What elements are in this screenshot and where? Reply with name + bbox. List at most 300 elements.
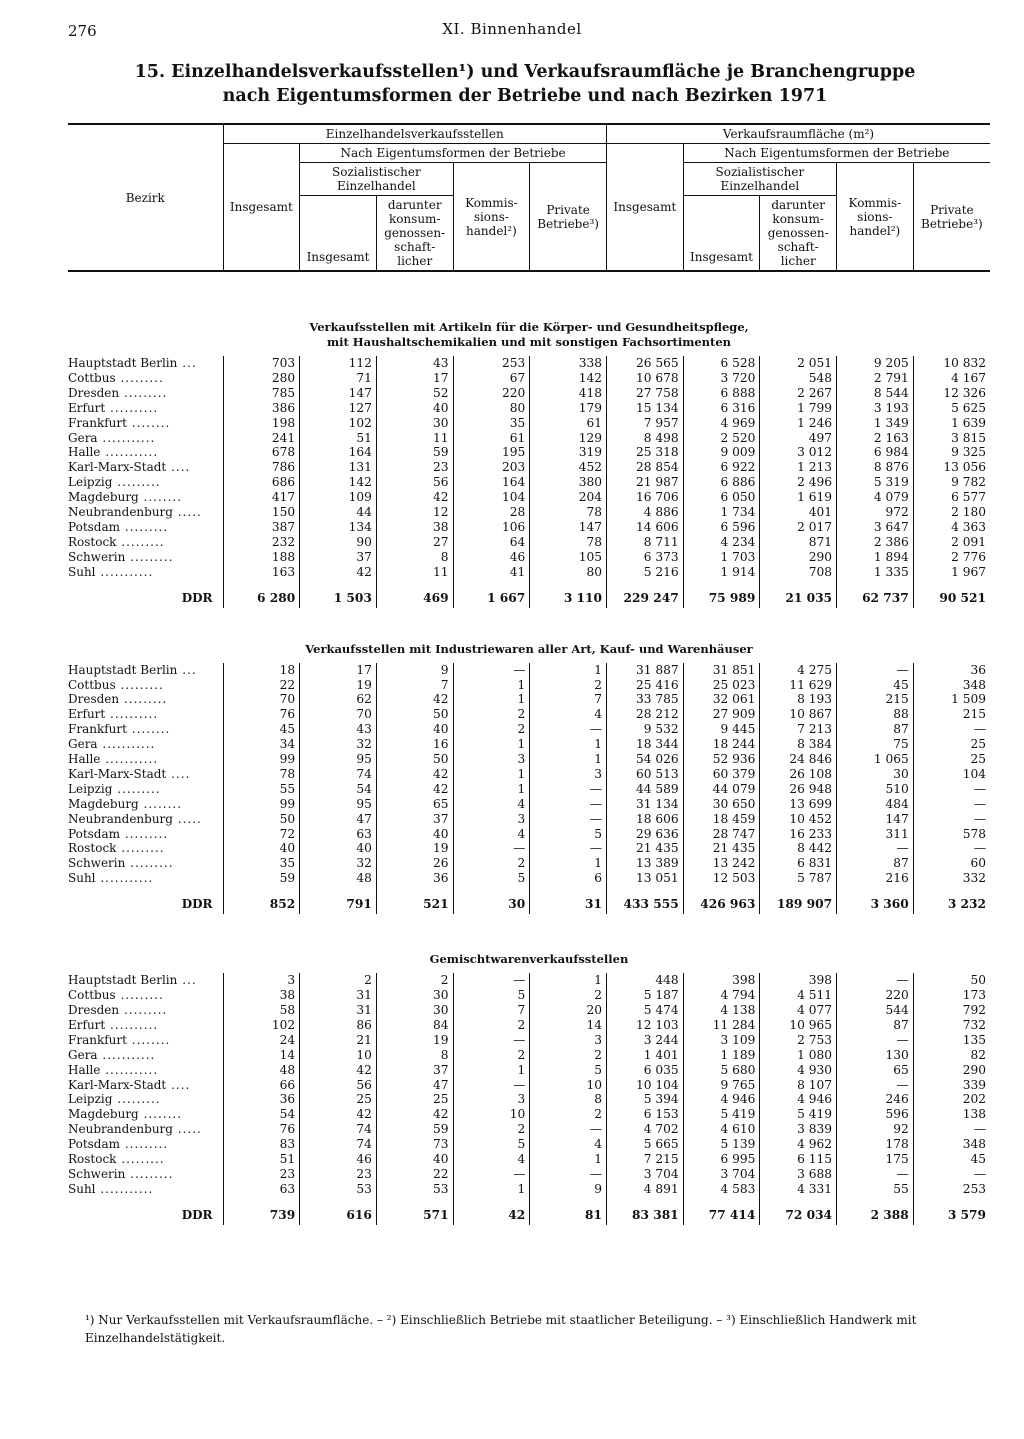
table-cell: — [530, 812, 607, 827]
total-cell: 616 [300, 1205, 377, 1225]
table-cell: 332 [913, 871, 990, 886]
table-cell: 50 [913, 973, 990, 988]
table-cell: 41 [453, 565, 530, 580]
leader-dots: ........ [126, 415, 171, 430]
total-label: DDR [181, 1207, 213, 1222]
table-cell: 54 [300, 782, 377, 797]
table-cell: 48 [223, 1063, 300, 1078]
running-head: XI. Binnenhandel [442, 20, 582, 38]
leader-dots: ......... [112, 475, 161, 490]
table-cell: 253 [453, 356, 530, 371]
table-row [68, 678, 990, 693]
table-cell: 708 [760, 565, 837, 580]
total-cell: 469 [376, 588, 453, 608]
table-cell: 1 349 [837, 416, 914, 431]
table-cell: 5 680 [683, 1063, 760, 1078]
table-cell: 686 [223, 475, 300, 490]
table-cell: 8 544 [837, 386, 914, 401]
table-cell: 42 [300, 565, 377, 580]
table-cell: 1 509 [913, 692, 990, 707]
bezirk-name [68, 737, 223, 752]
leader-dots: ........ [126, 1032, 171, 1047]
table-row [68, 460, 990, 475]
total-cell: 6 280 [223, 588, 300, 608]
total-cell: 3 579 [913, 1205, 990, 1225]
leader-dots: .... [166, 1077, 191, 1092]
table-cell: 2 091 [913, 535, 990, 550]
table-cell: 398 [760, 973, 837, 988]
table-cell: 1 [530, 973, 607, 988]
bezirk-label: Erfurt [68, 400, 106, 415]
table-cell: 11 [376, 431, 453, 446]
table-cell: 60 513 [606, 767, 683, 782]
table-cell: 46 [300, 1152, 377, 1167]
table-cell: 30 650 [683, 797, 760, 812]
total-cell: 571 [376, 1205, 453, 1225]
table-cell: 417 [223, 490, 300, 505]
leader-dots: ......... [112, 781, 161, 796]
table-cell: 5 139 [683, 1137, 760, 1152]
bezirk-name [68, 1033, 223, 1048]
table-cell: 3 109 [683, 1033, 760, 1048]
table-cell: 74 [300, 767, 377, 782]
table-cell: 47 [300, 812, 377, 827]
table-cell: — [453, 663, 530, 678]
bezirk-label: Leipzig [68, 1092, 113, 1107]
section-title-line-1: Gemischtwarenverkaufsstellen [429, 952, 629, 967]
table-cell: 12 326 [913, 386, 990, 401]
table-cell: 7 215 [606, 1152, 683, 1167]
table-cell: 4 886 [606, 505, 683, 520]
table-row [68, 973, 990, 988]
table-cell: 105 [530, 550, 607, 565]
table-cell: 19 [376, 841, 453, 856]
table-cell: 2 180 [913, 505, 990, 520]
header-private-b: Private Betriebe³) [913, 163, 990, 272]
bezirk-name [68, 371, 223, 386]
table-cell: 4 331 [760, 1182, 837, 1197]
table-cell: 4 969 [683, 416, 760, 431]
table-row [68, 841, 990, 856]
header-darunter-b: darunter konsum-genossen-schaft-licher [760, 196, 837, 272]
table-cell: 25 [913, 737, 990, 752]
leader-dots: ......... [119, 692, 168, 707]
bezirk-label: Rostock [68, 841, 117, 856]
table-cell: 65 [837, 1063, 914, 1078]
bezirk-name [68, 505, 223, 520]
table-cell: 99 [223, 797, 300, 812]
leader-dots: .... [166, 766, 191, 781]
table-cell: 61 [530, 416, 607, 431]
table-row [68, 1018, 990, 1033]
table-cell: 51 [300, 431, 377, 446]
bezirk-label: Cottbus [68, 370, 116, 385]
table-cell: 36 [376, 871, 453, 886]
leader-dots: ......... [120, 519, 169, 534]
table-cell: 3 704 [606, 1167, 683, 1182]
table-cell: 2 [453, 707, 530, 722]
table-cell: 12 [376, 505, 453, 520]
table-cell: 38 [223, 988, 300, 1003]
bezirk-name [68, 416, 223, 431]
statistics-table [68, 123, 990, 1225]
table-cell: 9 [530, 1182, 607, 1197]
table-cell: — [837, 663, 914, 678]
table-cell: 175 [837, 1152, 914, 1167]
table-cell: — [913, 1167, 990, 1182]
table-cell: 59 [223, 871, 300, 886]
table-cell: 18 344 [606, 737, 683, 752]
table-cell: 32 061 [683, 692, 760, 707]
table-cell: 179 [530, 401, 607, 416]
leader-dots: ........ [138, 1107, 183, 1122]
table-cell: 23 [300, 1167, 377, 1182]
row-spacer [68, 580, 990, 588]
table-cell: 150 [223, 505, 300, 520]
leader-dots: ..... [172, 811, 202, 826]
table-cell: — [453, 1167, 530, 1182]
table-cell: 8 711 [606, 535, 683, 550]
table-cell: 5 [530, 1063, 607, 1078]
leader-dots: ........... [97, 1047, 156, 1062]
table-cell: 4 363 [913, 520, 990, 535]
bezirk-label: Dresden [68, 1003, 120, 1017]
table-cell: 26 [376, 856, 453, 871]
table-cell: 4 079 [837, 490, 914, 505]
bezirk-label: Dresden [68, 692, 120, 707]
bezirk-name [68, 1092, 223, 1107]
table-cell: 20 [530, 1003, 607, 1018]
bezirk-name [68, 386, 223, 401]
table-cell: 5 [453, 871, 530, 886]
table-cell: 44 [300, 505, 377, 520]
table-cell: 25 318 [606, 445, 683, 460]
total-row [68, 1205, 990, 1225]
table-cell: 31 134 [606, 797, 683, 812]
leader-dots: ........ [126, 722, 171, 737]
table-cell: 3 [223, 973, 300, 988]
table-cell: 10 [530, 1078, 607, 1093]
table-cell: 40 [376, 401, 453, 416]
bezirk-label: Cottbus [68, 988, 116, 1003]
table-cell: 380 [530, 475, 607, 490]
bezirk-name [68, 475, 223, 490]
table-cell: 3 012 [760, 445, 837, 460]
table-cell: — [530, 1167, 607, 1182]
table-cell: — [913, 722, 990, 737]
bezirk-label: Suhl [68, 871, 96, 886]
total-cell: 62 737 [837, 588, 914, 608]
table-cell: 1 080 [760, 1048, 837, 1063]
table-cell: 21 [300, 1033, 377, 1048]
table-cell: 6 577 [913, 490, 990, 505]
table-row [68, 767, 990, 782]
table-cell: 3 839 [760, 1122, 837, 1137]
table-cell: 2 [453, 1048, 530, 1063]
leader-dots: ........... [95, 871, 154, 886]
table-cell: 7 213 [760, 722, 837, 737]
table-cell: 5 [530, 827, 607, 842]
table-cell: 99 [223, 752, 300, 767]
table-cell: 87 [837, 722, 914, 737]
table-cell: 50 [223, 812, 300, 827]
table-cell: 8 442 [760, 841, 837, 856]
table-cell: 1 189 [683, 1048, 760, 1063]
table-cell: 2 [300, 973, 377, 988]
table-cell: 204 [530, 490, 607, 505]
leader-dots: ........... [100, 1062, 159, 1077]
table-cell: 785 [223, 386, 300, 401]
table-row [68, 565, 990, 580]
table-cell: 30 [376, 1003, 453, 1018]
table-cell: 4 [530, 707, 607, 722]
table-cell: 4 702 [606, 1122, 683, 1137]
table-cell: 84 [376, 1018, 453, 1033]
table-cell: 88 [837, 707, 914, 722]
table-cell: 16 706 [606, 490, 683, 505]
row-spacer [68, 886, 990, 894]
table-cell: 178 [837, 1137, 914, 1152]
table-cell: 25 [300, 1092, 377, 1107]
table-cell: 12 503 [683, 871, 760, 886]
table-cell: 1 [530, 1152, 607, 1167]
table-cell: 54 [223, 1107, 300, 1122]
table-cell: 26 948 [760, 782, 837, 797]
table-cell: 290 [760, 550, 837, 565]
table-cell: 138 [913, 1107, 990, 1122]
table-cell: 30 [837, 767, 914, 782]
table-cell: 4 138 [683, 1003, 760, 1018]
table-cell: 4 077 [760, 1003, 837, 1018]
bezirk-label: Halle [68, 752, 101, 767]
table-cell: 387 [223, 520, 300, 535]
leader-dots: .......... [105, 1017, 159, 1032]
table-cell: 21 435 [683, 841, 760, 856]
table-cell: 8 [530, 1092, 607, 1107]
leader-dots: ......... [120, 826, 169, 841]
bezirk-label: Magdeburg [68, 1107, 139, 1122]
table-cell: 109 [300, 490, 377, 505]
total-row [68, 588, 990, 608]
table-cell: 13 699 [760, 797, 837, 812]
table-cell: 42 [376, 1107, 453, 1122]
table-cell: 484 [837, 797, 914, 812]
bezirk-label: Erfurt [68, 1017, 106, 1032]
table-cell: — [837, 841, 914, 856]
bezirk-label: Halle [68, 445, 101, 460]
table-cell: 10 867 [760, 707, 837, 722]
table-cell: 17 [376, 371, 453, 386]
table-cell: 4 [453, 797, 530, 812]
table-cell: 1 401 [606, 1048, 683, 1063]
table-cell: 548 [760, 371, 837, 386]
total-cell: 791 [300, 894, 377, 914]
bezirk-name [68, 535, 223, 550]
leader-dots: ......... [119, 385, 168, 400]
table-cell: 11 [376, 565, 453, 580]
bezirk-name [68, 1063, 223, 1078]
bezirk-name [68, 1018, 223, 1033]
bezirk-label: Gera [68, 737, 98, 752]
table-cell: 2 [453, 856, 530, 871]
table-cell: 163 [223, 565, 300, 580]
table-row [68, 1048, 990, 1063]
table-cell: 92 [837, 1122, 914, 1137]
table-cell: 73 [376, 1137, 453, 1152]
table-cell: 9 782 [913, 475, 990, 490]
table-cell: 53 [300, 1182, 377, 1197]
header-group-verkaufsraumflaeche: Verkaufsraumfläche (m²) [606, 124, 990, 144]
table-cell: 74 [300, 1122, 377, 1137]
table-cell: 871 [760, 535, 837, 550]
table-cell: — [837, 973, 914, 988]
table-cell: 55 [223, 782, 300, 797]
bezirk-label: Neubrandenburg [68, 505, 173, 520]
table-cell: 6 886 [683, 475, 760, 490]
total-cell: 521 [376, 894, 453, 914]
table-cell: 3 720 [683, 371, 760, 386]
bezirk-label: Suhl [68, 1181, 96, 1196]
bezirk-label: Neubrandenburg [68, 811, 173, 826]
bezirk-label: Hauptstadt Berlin [68, 662, 178, 677]
table-cell: 9 [376, 663, 453, 678]
table-cell: 18 606 [606, 812, 683, 827]
bezirk-label: Schwerin [68, 549, 126, 564]
table-cell: 7 [453, 1003, 530, 1018]
table-cell: 30 [376, 416, 453, 431]
table-cell: 6 373 [606, 550, 683, 565]
table-row [68, 797, 990, 812]
table-cell: 4 234 [683, 535, 760, 550]
bezirk-label: Potsdam [68, 826, 121, 841]
table-cell: 1 213 [760, 460, 837, 475]
table-cell: 188 [223, 550, 300, 565]
table-cell: 2 [453, 1122, 530, 1137]
table-row [68, 386, 990, 401]
bezirk-name [68, 460, 223, 475]
bezirk-label: Frankfurt [68, 415, 127, 430]
table-cell: 60 [913, 856, 990, 871]
bezirk-name [68, 812, 223, 827]
total-cell: 72 034 [760, 1205, 837, 1225]
table-cell: 6 596 [683, 520, 760, 535]
leader-dots: ........... [100, 445, 159, 460]
table-cell: 1 734 [683, 505, 760, 520]
table-cell: 1 [453, 737, 530, 752]
table-cell: 104 [453, 490, 530, 505]
total-cell: 31 [530, 894, 607, 914]
table-cell: 7 [376, 678, 453, 693]
table-row [68, 520, 990, 535]
bezirk-name [68, 431, 223, 446]
table-cell: 36 [223, 1092, 300, 1107]
bezirk-name [68, 827, 223, 842]
table-cell: 8 107 [760, 1078, 837, 1093]
table-cell: 786 [223, 460, 300, 475]
header-private-a: Private Betriebe³) [530, 163, 607, 272]
table-cell: 8 [376, 550, 453, 565]
table-row [68, 856, 990, 871]
table-cell: 78 [530, 505, 607, 520]
table-cell: 10 [300, 1048, 377, 1063]
table-cell: 578 [913, 827, 990, 842]
table-cell: 40 [223, 841, 300, 856]
table-row [68, 1182, 990, 1197]
table-row [68, 1063, 990, 1078]
table-cell: — [453, 1033, 530, 1048]
bezirk-label: Halle [68, 1062, 101, 1077]
table-cell: 25 416 [606, 678, 683, 693]
table-row [68, 737, 990, 752]
table-cell: 63 [223, 1182, 300, 1197]
bezirk-name [68, 445, 223, 460]
table-cell: 53 [376, 1182, 453, 1197]
table-cell: 6 528 [683, 356, 760, 371]
leader-dots: ..... [172, 505, 202, 520]
table-cell: 80 [530, 565, 607, 580]
row-spacer [68, 1197, 990, 1205]
header-soz-insgesamt-b: Insgesamt [683, 196, 760, 272]
table-cell: 1 065 [837, 752, 914, 767]
bezirk-label: Leipzig [68, 781, 113, 796]
table-cell: 52 [376, 386, 453, 401]
leader-dots: ........ [138, 490, 183, 505]
table-cell: 147 [300, 386, 377, 401]
bezirk-label: Schwerin [68, 856, 126, 871]
table-cell: 3 688 [760, 1167, 837, 1182]
bezirk-label: Rostock [68, 1152, 117, 1167]
table-cell: 10 104 [606, 1078, 683, 1093]
section-heading [68, 952, 990, 973]
leader-dots: ........... [95, 1181, 154, 1196]
table-row [68, 1078, 990, 1093]
leader-dots: ........... [100, 752, 159, 767]
table-cell: 1 894 [837, 550, 914, 565]
table-cell: 142 [300, 475, 377, 490]
table-cell: 76 [223, 707, 300, 722]
table-cell: 3 [453, 1092, 530, 1107]
table-cell: 4 794 [683, 988, 760, 1003]
bezirk-label: Schwerin [68, 1166, 126, 1181]
table-cell: 338 [530, 356, 607, 371]
bezirk-name [68, 1078, 223, 1093]
table-row [68, 1092, 990, 1107]
table-cell: 9 325 [913, 445, 990, 460]
table-cell: 2 163 [837, 431, 914, 446]
total-cell: 21 035 [760, 588, 837, 608]
leader-dots: ......... [115, 677, 164, 692]
table-cell: 42 [376, 782, 453, 797]
table-cell: 164 [453, 475, 530, 490]
table-cell: 6 922 [683, 460, 760, 475]
table-cell: 42 [376, 767, 453, 782]
table-cell: 25 023 [683, 678, 760, 693]
bezirk-label: Magdeburg [68, 490, 139, 505]
table-cell: 42 [300, 1063, 377, 1078]
section-gap [68, 914, 990, 952]
table-cell: 8 876 [837, 460, 914, 475]
table-cell: 42 [376, 692, 453, 707]
table-cell: 34 [223, 737, 300, 752]
table-cell: 3 [453, 812, 530, 827]
table-cell: 43 [376, 356, 453, 371]
bezirk-name [68, 356, 223, 371]
table-cell: 2 776 [913, 550, 990, 565]
table-cell: 13 242 [683, 856, 760, 871]
table-cell: 2 051 [760, 356, 837, 371]
table-cell: 1 [453, 1182, 530, 1197]
table-cell: 203 [453, 460, 530, 475]
